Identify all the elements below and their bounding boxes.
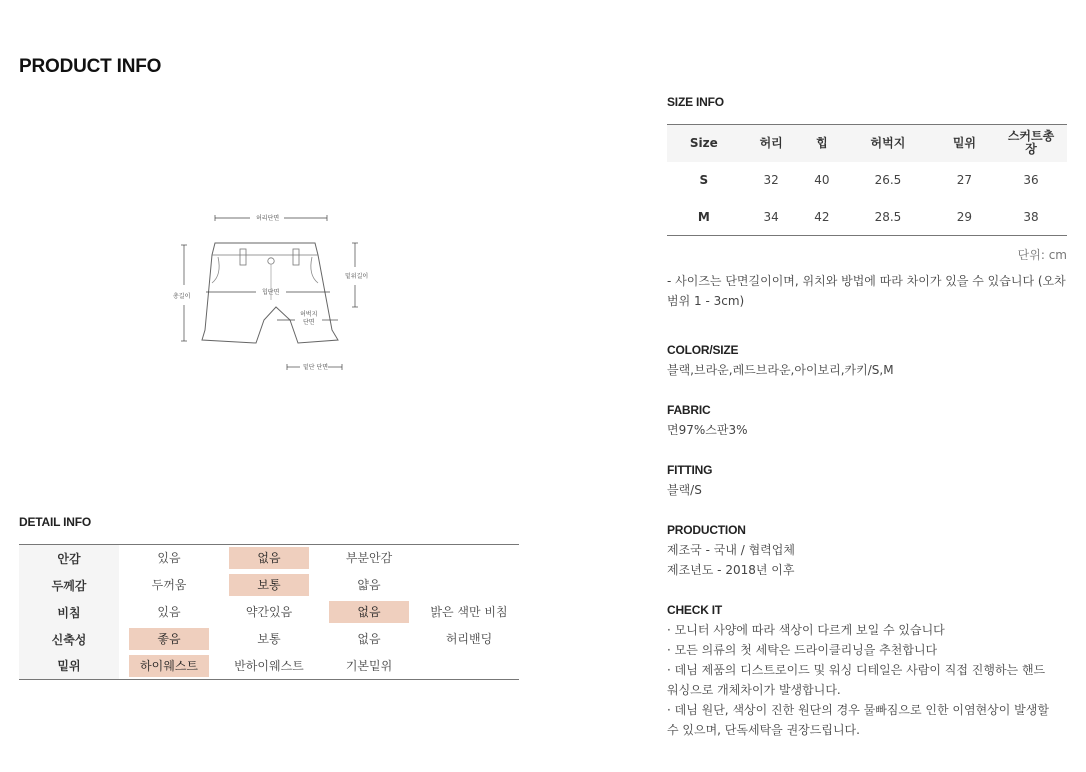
- size-value-cell: 34: [763, 209, 779, 224]
- detail-option: [219, 653, 319, 680]
- size-value-cell: 42: [814, 209, 830, 224]
- diagram-label-length: 총길이: [173, 293, 191, 300]
- size-column-header: 힙: [802, 125, 842, 162]
- detail-option: [419, 626, 519, 653]
- detail-option-label: 없음: [229, 547, 309, 569]
- fitting-section: [667, 463, 1072, 500]
- check-it-line: · 모니터 사양에 따라 색상이 다르게 보일 수 있습니다: [667, 623, 945, 637]
- production-section: [667, 523, 1072, 580]
- color-size-value: 블랙,브라운,레드브라운,아이보리,카키/S,M: [667, 363, 894, 377]
- detail-option-label: 두꺼움: [151, 578, 187, 592]
- size-value-cell: 36: [1023, 173, 1039, 187]
- detail-row-label: 밑위: [19, 653, 119, 680]
- check-it-line: 워싱으로 개체차이가 발생합니다.: [667, 683, 841, 697]
- diagram-label-hem: 밑단 단면: [303, 364, 329, 371]
- detail-option-selected: [319, 599, 419, 626]
- detail-option: [419, 545, 519, 572]
- check-it-section: [667, 603, 1072, 740]
- detail-option: [119, 599, 219, 626]
- detail-option-label: [429, 653, 509, 675]
- detail-option-label: 밝은 색만 비침: [430, 605, 508, 619]
- check-it-line: · 데님 제품의 디스트로이드 및 워싱 디테일은 사람이 직접 진행하는 핸드: [667, 663, 1046, 677]
- size-info-heading: SIZE INFO: [667, 95, 724, 109]
- detail-row-label: 두께감: [19, 572, 119, 599]
- detail-row: [19, 599, 519, 626]
- detail-option: [419, 599, 519, 626]
- fabric-value: 면97%스판3%: [667, 423, 748, 437]
- size-unit: 단위: cm: [1017, 248, 1067, 262]
- detail-option-label: 보통: [229, 574, 309, 596]
- diagram-label-waist: 허리단면: [256, 215, 280, 222]
- detail-info-table: [19, 544, 519, 680]
- size-name-cell: S: [699, 173, 709, 187]
- check-it-line: · 데님 원단, 색상이 진한 원단의 경우 물빠짐으로 인한 이염현상이 발생할: [667, 703, 1049, 717]
- detail-option: [319, 545, 419, 572]
- detail-option-label: [429, 546, 509, 568]
- check-it-heading: CHECK IT: [667, 603, 723, 617]
- production-line: 제조국 - 국내 / 협력업체: [667, 543, 795, 557]
- production-heading: PRODUCTION: [667, 523, 746, 537]
- detail-option-selected: [119, 653, 219, 680]
- size-row: [667, 199, 1067, 236]
- detail-option-label: 약간있음: [245, 605, 293, 619]
- size-column-header: 허벅지: [842, 125, 934, 162]
- fitting-value: 블랙/S: [667, 483, 702, 497]
- size-value-cell: 26.5: [874, 173, 902, 187]
- size-value-cell: 40: [814, 173, 830, 187]
- detail-option-label: 없음: [329, 601, 409, 623]
- size-info-table: [667, 124, 1067, 236]
- detail-option-label: 있음: [157, 551, 181, 566]
- detail-option-label: 부분안감: [345, 551, 393, 566]
- detail-option-label: 좋음: [129, 628, 209, 650]
- detail-option-label: 있음: [157, 605, 181, 619]
- detail-row: [19, 545, 519, 572]
- production-line: 제조년도 - 2018년 이후: [667, 563, 795, 577]
- diagram-label-hip: 힙단면: [262, 289, 280, 296]
- size-name-cell: M: [697, 209, 710, 224]
- detail-option-selected: [119, 626, 219, 653]
- detail-row: [19, 572, 519, 599]
- detail-info-heading: DETAIL INFO: [19, 515, 92, 529]
- size-value-cell: 28.5: [874, 209, 902, 224]
- detail-option-label: 허리밴딩: [445, 632, 493, 646]
- detail-row: [19, 626, 519, 653]
- detail-option-selected: [219, 572, 319, 599]
- detail-option: [319, 653, 419, 680]
- detail-option-label: 없음: [357, 632, 381, 646]
- diagram-label-rise: 밑위길이: [345, 273, 369, 280]
- size-note: - 사이즈는 단면길이이며, 위치와 방법에 따라 차이가 있을 수 있습니다 (오차범위 1 - 3cm): [667, 274, 1066, 308]
- size-column-header: 밑위: [934, 125, 995, 162]
- color-size-section: [667, 343, 1072, 380]
- color-size-heading: COLOR/SIZE: [667, 343, 739, 357]
- detail-option: [419, 653, 519, 680]
- detail-option: [219, 599, 319, 626]
- size-column-header: Size: [667, 125, 741, 162]
- page-title: PRODUCT INFO: [19, 56, 162, 77]
- detail-option: [319, 626, 419, 653]
- size-value-cell: 38: [1023, 209, 1039, 224]
- detail-option: [319, 572, 419, 599]
- check-it-line: 수 있으며, 단독세탁을 권장드립니다.: [667, 723, 860, 737]
- detail-option-label: 얇음: [357, 578, 381, 592]
- size-column-header: 스커트총 장: [995, 125, 1067, 162]
- check-it-line: · 모든 의류의 첫 세탁은 드라이클리닝을 추천합니다: [667, 643, 938, 657]
- size-row: [667, 162, 1067, 199]
- detail-row-label: 안감: [19, 545, 119, 572]
- detail-option-label: 보통: [257, 632, 281, 646]
- diagram-label-thigh: 허벅지: [300, 311, 318, 318]
- shorts-measurement-diagram: [160, 205, 380, 380]
- size-table-header: [667, 125, 1067, 162]
- detail-option: [119, 545, 219, 572]
- size-value-cell: 32: [763, 173, 779, 187]
- size-value-cell: 27: [956, 173, 973, 187]
- detail-option-label: 반하이웨스트: [234, 658, 304, 673]
- detail-row: [19, 653, 519, 680]
- detail-option: [419, 572, 519, 599]
- size-value-cell: 29: [956, 209, 973, 224]
- detail-option-label: 하이웨스트: [129, 655, 209, 677]
- detail-option-label: [429, 573, 509, 595]
- fabric-section: [667, 403, 1072, 440]
- fitting-heading: FITTING: [667, 463, 713, 477]
- fabric-heading: FABRIC: [667, 403, 711, 417]
- detail-option-label: 기본밑위: [345, 658, 393, 673]
- size-column-header: 허리: [741, 125, 802, 162]
- shorts-diagram-svg: [160, 205, 380, 380]
- detail-option: [219, 626, 319, 653]
- diagram-label-thigh-2: 단면: [303, 319, 315, 326]
- detail-option: [119, 572, 219, 599]
- detail-option-selected: [219, 545, 319, 572]
- detail-row-label: 신축성: [19, 626, 119, 653]
- detail-row-label: 비침: [19, 599, 119, 626]
